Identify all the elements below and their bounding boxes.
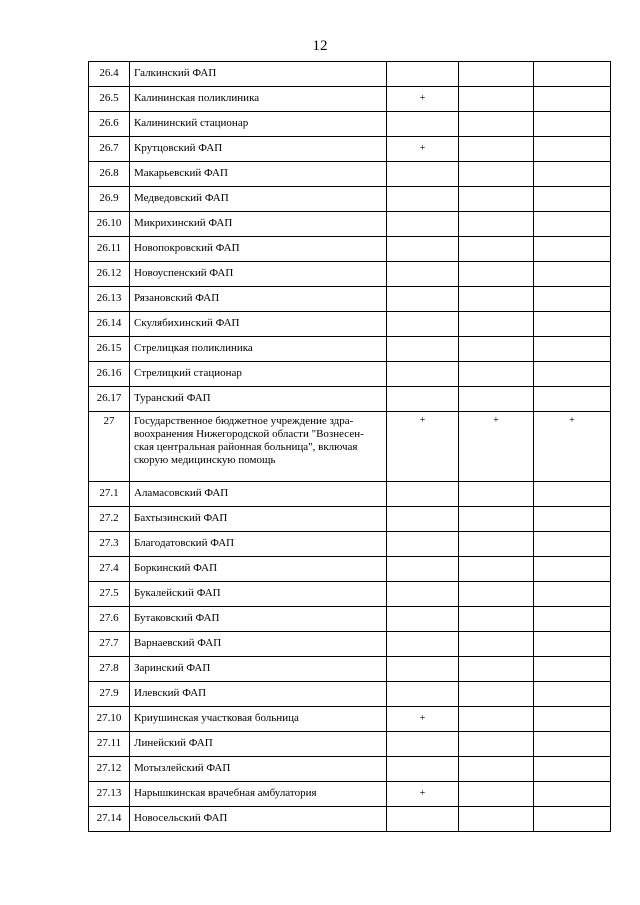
mark-cell-c3	[534, 607, 611, 632]
mark-cell-c2	[459, 187, 534, 212]
page-number: 12	[312, 38, 328, 54]
mark-cell-c2	[459, 632, 534, 657]
mark-cell-c2	[459, 237, 534, 262]
facility-name-cell: Стрелицкий стационар	[130, 362, 387, 387]
facility-name-line: воохранения Нижегородской области "Вознесен-	[134, 427, 364, 440]
table-row	[89, 557, 611, 582]
facility-name-cell	[130, 412, 387, 482]
row-number-cell: 26.16	[89, 362, 130, 387]
table-row	[89, 162, 611, 187]
facility-name-cell: Скулябихинский ФАП	[130, 312, 387, 337]
mark-cell-c3	[534, 807, 611, 832]
row-number-cell: 26.9	[89, 187, 130, 212]
mark-cell-c2	[459, 387, 534, 412]
mark-cell-c3	[534, 387, 611, 412]
mark-cell-c3	[534, 657, 611, 682]
mark-cell-c3	[534, 482, 611, 507]
mark-cell-c2	[459, 137, 534, 162]
facility-name-cell: Мотызлейский ФАП	[130, 757, 387, 782]
mark-cell-c3	[534, 557, 611, 582]
row-number-cell: 26.14	[89, 312, 130, 337]
mark-cell-c3	[534, 682, 611, 707]
facility-name-cell: Новопокровский ФАП	[130, 237, 387, 262]
facility-name-cell: Туранский ФАП	[130, 387, 387, 412]
mark-cell-c2	[459, 87, 534, 112]
facility-name-line: ская центральная районная больница", включая	[134, 440, 358, 453]
mark-cell-c1	[387, 607, 459, 632]
mark-cell-c1: +	[387, 707, 459, 732]
mark-cell-c2	[459, 757, 534, 782]
table-row	[89, 412, 611, 482]
mark-cell-c3	[534, 337, 611, 362]
row-number-cell: 27.8	[89, 657, 130, 682]
table-row	[89, 582, 611, 607]
mark-cell-c1	[387, 237, 459, 262]
mark-cell-c3	[534, 632, 611, 657]
row-number-cell: 26.7	[89, 137, 130, 162]
table-row	[89, 62, 611, 87]
mark-cell-c1	[387, 337, 459, 362]
mark-cell-c2	[459, 557, 534, 582]
mark-cell-c2	[459, 682, 534, 707]
row-number-cell: 27.2	[89, 507, 130, 532]
row-number-cell: 27.11	[89, 732, 130, 757]
mark-cell-c3	[534, 757, 611, 782]
mark-cell-c1	[387, 757, 459, 782]
mark-cell-c1	[387, 112, 459, 137]
facility-name-cell: Благодатовский ФАП	[130, 532, 387, 557]
row-number-cell: 26.11	[89, 237, 130, 262]
row-number-cell: 26.4	[89, 62, 130, 87]
table-row	[89, 632, 611, 657]
row-number-cell: 27.7	[89, 632, 130, 657]
facility-name-cell: Стрелицкая поликлиника	[130, 337, 387, 362]
mark-cell-c2	[459, 62, 534, 87]
facility-name-line: Государственное бюджетное учреждение здра-	[134, 415, 354, 427]
facilities-table	[88, 61, 611, 832]
mark-cell-c1	[387, 387, 459, 412]
mark-cell-c3	[534, 87, 611, 112]
facility-name-cell: Бутаковский ФАП	[130, 607, 387, 632]
row-number-cell: 26.12	[89, 262, 130, 287]
facility-name-cell: Криушинская участковая больница	[130, 707, 387, 732]
table-row	[89, 337, 611, 362]
mark-cell-c2	[459, 707, 534, 732]
facility-name-cell: Аламасовский ФАП	[130, 482, 387, 507]
table-row	[89, 312, 611, 337]
table-body	[89, 62, 611, 832]
mark-cell-c2	[459, 287, 534, 312]
mark-cell-c2	[459, 212, 534, 237]
mark-cell-c2	[459, 657, 534, 682]
table-row	[89, 482, 611, 507]
table-row	[89, 657, 611, 682]
mark-cell-c1	[387, 682, 459, 707]
mark-cell-c3	[534, 362, 611, 387]
mark-cell-c1	[387, 362, 459, 387]
table-row	[89, 607, 611, 632]
row-number-cell: 27.1	[89, 482, 130, 507]
row-number-cell: 27.3	[89, 532, 130, 557]
row-number-cell: 27.4	[89, 557, 130, 582]
row-number-cell: 27.14	[89, 807, 130, 832]
facility-name-cell: Рязановский ФАП	[130, 287, 387, 312]
facility-name-cell: Галкинский ФАП	[130, 62, 387, 87]
facility-name-cell: Медведовский ФАП	[130, 187, 387, 212]
row-number-cell: 27	[89, 412, 130, 482]
mark-cell-c1	[387, 807, 459, 832]
facility-name-cell: Боркинский ФАП	[130, 557, 387, 582]
mark-cell-c2	[459, 362, 534, 387]
table-row	[89, 187, 611, 212]
row-number-cell: 27.9	[89, 682, 130, 707]
mark-cell-c1	[387, 732, 459, 757]
mark-cell-c1	[387, 657, 459, 682]
mark-cell-c3	[534, 707, 611, 732]
table-row	[89, 807, 611, 832]
facility-name-cell: Букалейский ФАП	[130, 582, 387, 607]
facility-name-cell: Илевский ФАП	[130, 682, 387, 707]
mark-cell-c1	[387, 532, 459, 557]
mark-cell-c3	[534, 532, 611, 557]
facility-name-cell: Бахтызинский ФАП	[130, 507, 387, 532]
mark-cell-c3	[534, 112, 611, 137]
row-number-cell: 26.15	[89, 337, 130, 362]
mark-cell-c1: +	[387, 412, 459, 482]
row-number-cell: 26.6	[89, 112, 130, 137]
mark-cell-c1	[387, 507, 459, 532]
mark-cell-c2	[459, 162, 534, 187]
facility-name-cell: Макарьевский ФАП	[130, 162, 387, 187]
table-row	[89, 237, 611, 262]
facility-name-cell: Новосельский ФАП	[130, 807, 387, 832]
mark-cell-c2	[459, 782, 534, 807]
row-number-cell: 27.12	[89, 757, 130, 782]
table-row	[89, 287, 611, 312]
table-row	[89, 87, 611, 112]
table-row	[89, 212, 611, 237]
mark-cell-c1	[387, 482, 459, 507]
mark-cell-c2	[459, 582, 534, 607]
table-row	[89, 362, 611, 387]
mark-cell-c1	[387, 262, 459, 287]
facility-name-cell: Нарышкинская врачебная амбулатория	[130, 782, 387, 807]
facility-name-cell: Новоуспенский ФАП	[130, 262, 387, 287]
mark-cell-c1	[387, 212, 459, 237]
mark-cell-c2	[459, 312, 534, 337]
mark-cell-c2	[459, 262, 534, 287]
row-number-cell: 26.8	[89, 162, 130, 187]
mark-cell-c2	[459, 732, 534, 757]
table-row	[89, 387, 611, 412]
mark-cell-c1	[387, 582, 459, 607]
mark-cell-c3	[534, 237, 611, 262]
mark-cell-c1	[387, 62, 459, 87]
mark-cell-c3	[534, 137, 611, 162]
mark-cell-c3	[534, 287, 611, 312]
facility-name-cell: Калининский стационар	[130, 112, 387, 137]
table-row	[89, 707, 611, 732]
mark-cell-c2	[459, 507, 534, 532]
table-row	[89, 732, 611, 757]
mark-cell-c1	[387, 187, 459, 212]
table-row	[89, 137, 611, 162]
mark-cell-c3: +	[534, 412, 611, 482]
mark-cell-c2	[459, 482, 534, 507]
mark-cell-c3	[534, 582, 611, 607]
table-row	[89, 262, 611, 287]
mark-cell-c3	[534, 62, 611, 87]
mark-cell-c3	[534, 262, 611, 287]
mark-cell-c3	[534, 187, 611, 212]
mark-cell-c2: +	[459, 412, 534, 482]
mark-cell-c3	[534, 732, 611, 757]
row-number-cell: 26.17	[89, 387, 130, 412]
row-number-cell: 27.13	[89, 782, 130, 807]
facility-name-cell: Варнаевский ФАП	[130, 632, 387, 657]
table-row	[89, 507, 611, 532]
row-number-cell: 26.10	[89, 212, 130, 237]
mark-cell-c3	[534, 162, 611, 187]
facility-name-cell: Линейский ФАП	[130, 732, 387, 757]
mark-cell-c2	[459, 532, 534, 557]
mark-cell-c2	[459, 607, 534, 632]
mark-cell-c1	[387, 287, 459, 312]
mark-cell-c1	[387, 557, 459, 582]
table-row	[89, 757, 611, 782]
mark-cell-c2	[459, 337, 534, 362]
row-number-cell: 27.5	[89, 582, 130, 607]
facility-name-cell: Микрихинский ФАП	[130, 212, 387, 237]
mark-cell-c1	[387, 162, 459, 187]
row-number-cell: 27.10	[89, 707, 130, 732]
mark-cell-c2	[459, 112, 534, 137]
mark-cell-c1	[387, 312, 459, 337]
facility-name-line: скорую медицинскую помощь	[134, 453, 276, 466]
table-row	[89, 782, 611, 807]
row-number-cell: 27.6	[89, 607, 130, 632]
mark-cell-c3	[534, 312, 611, 337]
row-number-cell: 26.13	[89, 287, 130, 312]
mark-cell-c3	[534, 212, 611, 237]
table-row	[89, 532, 611, 557]
facility-name-cell: Крутцовский ФАП	[130, 137, 387, 162]
mark-cell-c1: +	[387, 782, 459, 807]
row-number-cell: 26.5	[89, 87, 130, 112]
mark-cell-c2	[459, 807, 534, 832]
mark-cell-c3	[534, 507, 611, 532]
mark-cell-c1	[387, 632, 459, 657]
mark-cell-c1: +	[387, 137, 459, 162]
table-row	[89, 112, 611, 137]
facility-name-cell: Заринский ФАП	[130, 657, 387, 682]
mark-cell-c1: +	[387, 87, 459, 112]
table-row	[89, 682, 611, 707]
mark-cell-c3	[534, 782, 611, 807]
facility-name-cell: Калининская поликлиника	[130, 87, 387, 112]
